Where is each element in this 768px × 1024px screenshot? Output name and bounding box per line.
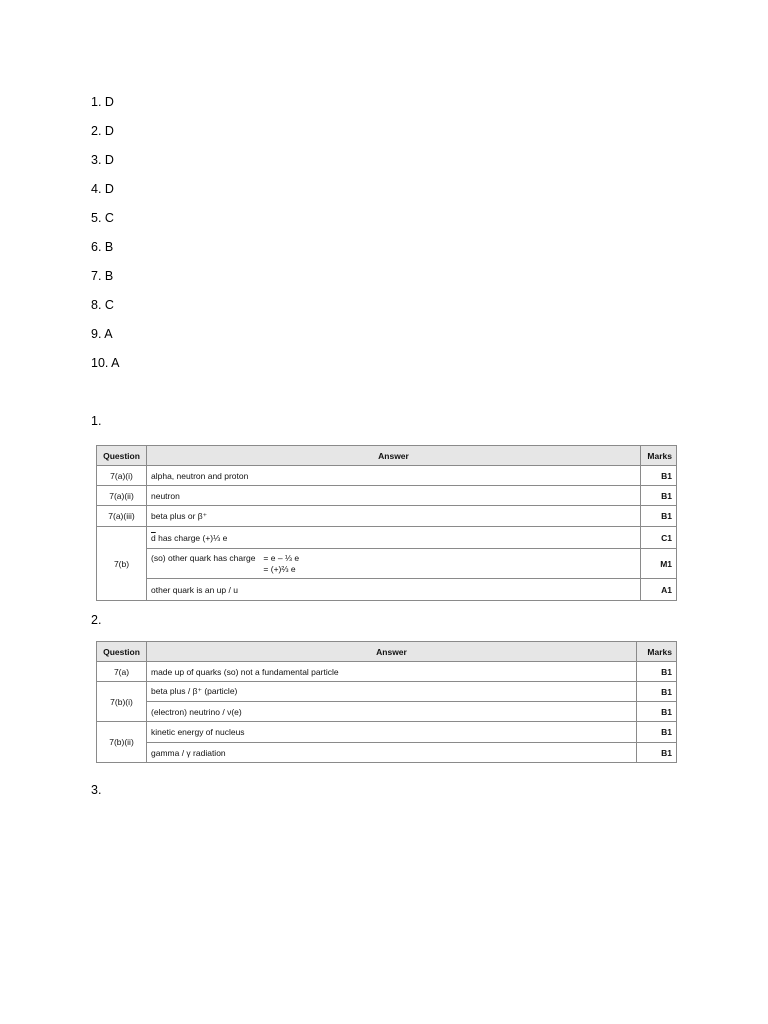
answer-text: (so) other quark has charge (151, 552, 256, 563)
table-row (97, 466, 677, 486)
marks-cell: B1 (637, 722, 677, 743)
answer-cell: kinetic energy of nucleus (147, 722, 637, 743)
mc-answer: 8. C (91, 298, 114, 312)
question-header: Question (97, 642, 147, 662)
section-label-3: 3. (91, 783, 102, 797)
antiquark-symbol: $\overline{d}$ (151, 532, 156, 543)
question-cell: 7(a)(ii) (97, 486, 147, 506)
question-cell: 7(a)(i) (97, 466, 147, 486)
table-row (97, 662, 677, 682)
mc-answer: 3. D (91, 153, 114, 167)
marks-cell: B1 (637, 662, 677, 682)
table-row (97, 682, 677, 702)
table-row (97, 743, 677, 763)
question-header: Question (97, 446, 147, 466)
marks-cell: C1 (641, 527, 677, 549)
table-row (97, 486, 677, 506)
question-cell: 7(a)(iii) (97, 506, 147, 527)
answer-equation-line: = (+)⅔ e (263, 563, 296, 574)
answer-header: Answer (147, 446, 641, 466)
mc-answer: 5. C (91, 211, 114, 225)
question-cell: 7(a) (97, 662, 147, 682)
mc-answer: 10. A (91, 356, 120, 370)
table-row (97, 722, 677, 743)
mc-answer: 6. B (91, 240, 114, 254)
marks-cell: B1 (641, 466, 677, 486)
answer-cell: beta plus / β⁺ (particle) (147, 682, 637, 702)
mc-answer: 7. B (91, 269, 114, 283)
marks-header: Marks (637, 642, 677, 662)
answer-cell: neutron (147, 486, 641, 506)
answer-header: Answer (147, 642, 637, 662)
marks-cell: B1 (641, 506, 677, 527)
answer-cell: gamma / γ radiation (147, 743, 637, 763)
marks-cell: M1 (641, 549, 677, 579)
answer-cell: beta plus or β⁺ (147, 506, 641, 527)
question-cell: 7(b)(i) (97, 682, 147, 722)
question-cell: 7(b)(ii) (97, 722, 147, 763)
mc-answer: 9. A (91, 327, 113, 341)
multiple-choice-answers (91, 93, 120, 383)
question-cell: 7(b) (97, 527, 147, 601)
marks-cell: B1 (637, 702, 677, 722)
answer-cell (147, 549, 641, 579)
marks-cell: B1 (637, 743, 677, 763)
table-row (97, 702, 677, 722)
mark-scheme-table-1 (96, 445, 677, 601)
section-label-1: 1. (91, 414, 102, 428)
mark-scheme-table-2 (96, 641, 677, 763)
table-row (97, 549, 677, 579)
section-label-2: 2. (91, 613, 102, 627)
marks-cell: A1 (641, 579, 677, 601)
marks-header: Marks (641, 446, 677, 466)
mc-answer: 1. D (91, 95, 114, 109)
table-header-row (97, 642, 677, 662)
mc-answer: 4. D (91, 182, 114, 196)
table-row (97, 506, 677, 527)
answer-equation-line: = e – ⅓ e (263, 552, 300, 563)
answer-cell: (electron) neutrino / ν(e) (147, 702, 637, 722)
marks-cell: B1 (641, 486, 677, 506)
table-row (97, 579, 677, 601)
mc-answer: 2. D (91, 124, 114, 138)
answer-text: has charge (+)⅓ e (155, 532, 228, 543)
answer-cell: other quark is an up / u (147, 579, 641, 601)
table-row (97, 527, 677, 549)
marks-cell: B1 (637, 682, 677, 702)
table-header-row (97, 446, 677, 466)
answer-cell: alpha, neutron and proton (147, 466, 641, 486)
answer-cell (147, 527, 641, 549)
answer-cell: made up of quarks (so) not a fundamental particle (147, 662, 637, 682)
